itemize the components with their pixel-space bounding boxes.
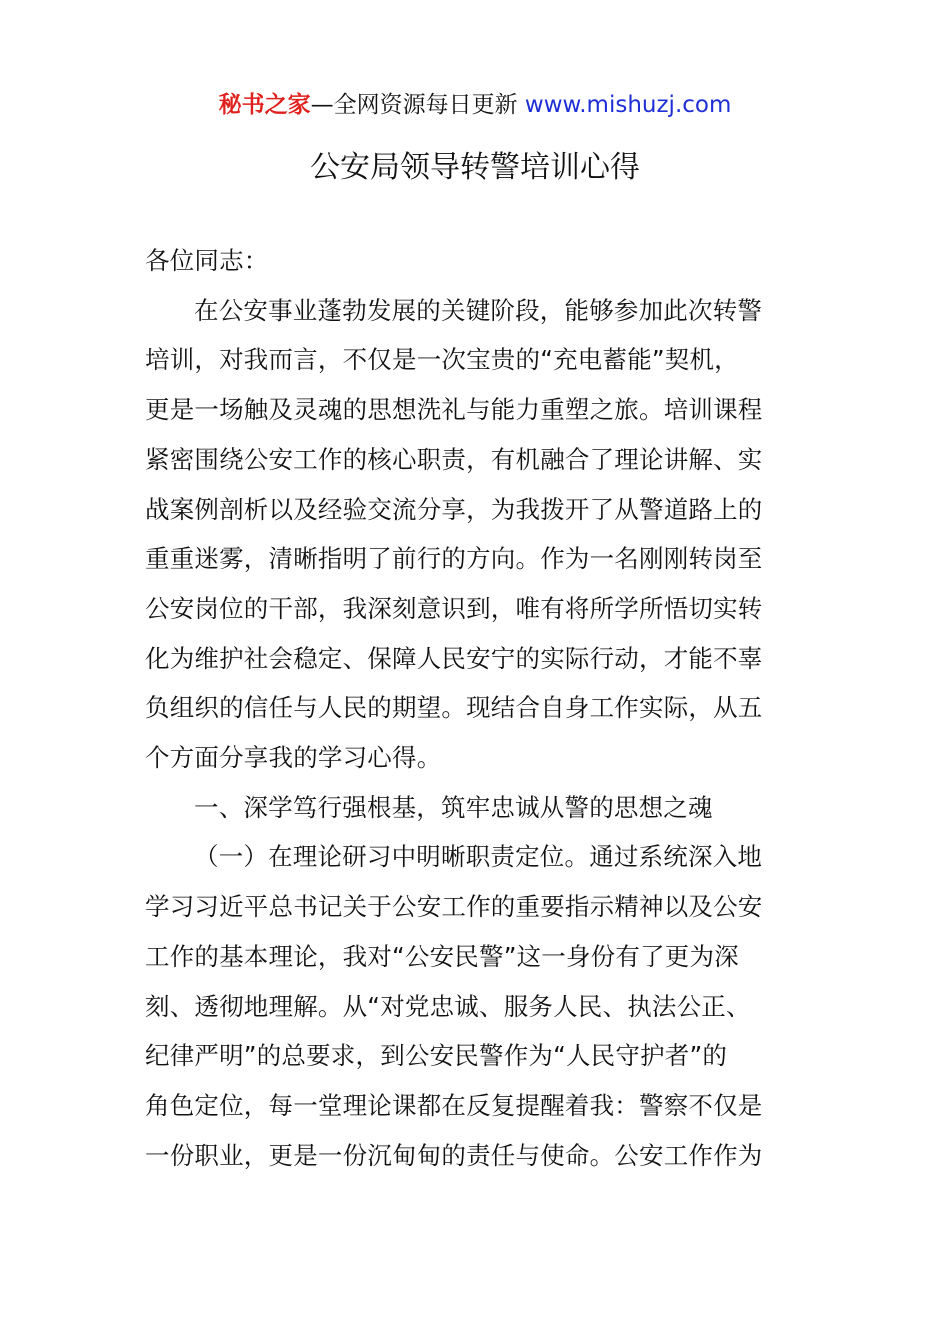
site-url-link[interactable]: www.mishuzj.com (524, 92, 732, 118)
body-line: 战案例剖析以及经验交流分享，为我拨开了从警道路上的 (145, 494, 763, 524)
body-line: 一、深学笃行强根基，筑牢忠诚从警的思想之魂 (194, 792, 713, 822)
body-line: 负组织的信任与人民的期望。现结合自身工作实际，从五 (145, 693, 763, 723)
body-line: 纪律严明”的总要求，到公安民警作为“人民守护者”的 (145, 1041, 728, 1071)
body-line: 在公安事业蓬勃发展的关键阶段，能够参加此次转警 (194, 295, 763, 325)
body-line: 重重迷雾，清晰指明了前行的方向。作为一名刚刚转岗至 (145, 544, 763, 574)
site-brand: 秘书之家 (218, 92, 311, 118)
body-line: 工作的基本理论，我对“公安民警”这一身份有了更为深 (145, 941, 739, 971)
body-line: 紧密围绕公安工作的核心职责，有机融合了理论讲解、实 (145, 444, 763, 474)
body-line: 公安岗位的干部，我深刻意识到，唯有将所学所悟切实转 (145, 593, 763, 623)
body-line: 刻、透彻地理解。从“对党忠诚、服务人民、执法公正、 (145, 991, 751, 1021)
body-line: 学习习近平总书记关于公安工作的重要指示精神以及公安 (145, 892, 763, 922)
body-line: （一）在理论研习中明晰职责定位。通过系统深入地 (194, 842, 763, 872)
body-line: 化为维护社会稳定、保障人民安宁的实际行动，才能不辜 (145, 643, 763, 673)
body-line: 各位同志： (145, 246, 269, 275)
body-line: 培训，对我而言，不仅是一次宝贵的“充电蓄能”契机， (145, 345, 739, 375)
site-header (0, 88, 950, 122)
site-tagline: —全网资源每日更新 (310, 92, 525, 118)
body-line: 角色定位，每一堂理论课都在反复提醒着我：警察不仅是 (145, 1090, 763, 1120)
document-title: 公安局领导转警培训心得 (310, 150, 640, 185)
body-line: 个方面分享我的学习心得。 (145, 743, 442, 772)
body-line: 更是一场触及灵魂的思想洗礼与能力重塑之旅。培训课程 (145, 395, 763, 425)
body-line: 一份职业，更是一份沉甸甸的责任与使命。公安工作作为 (145, 1140, 763, 1170)
